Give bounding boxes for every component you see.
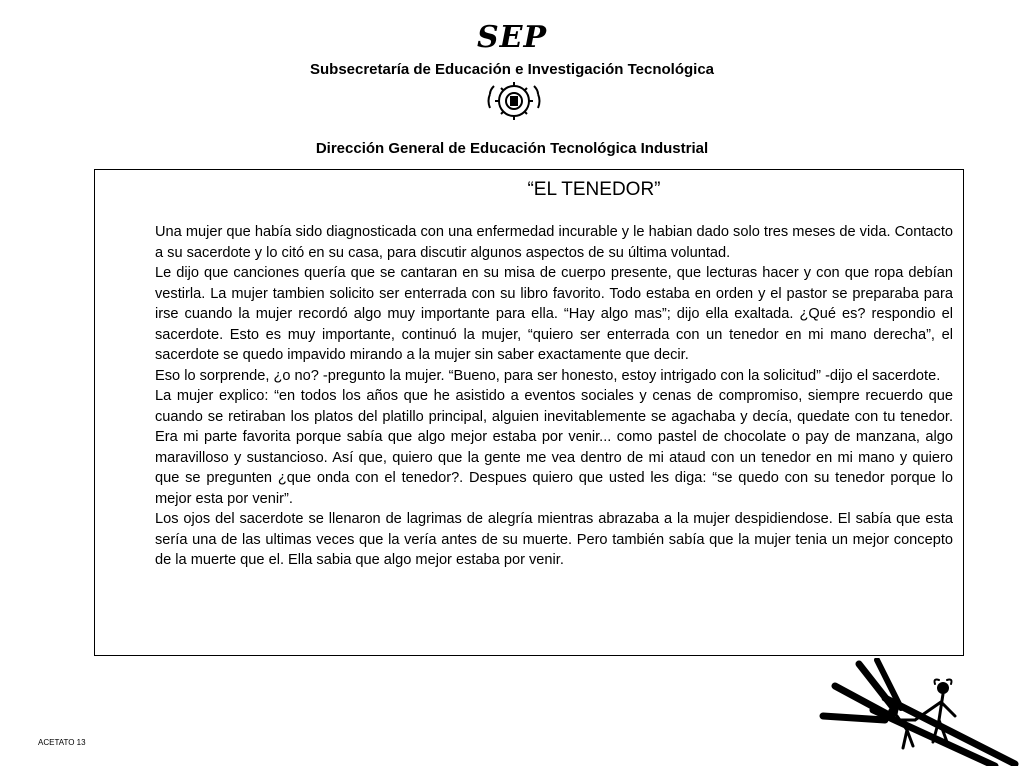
paragraph: Una mujer que había sido diagnosticada con una enfermedad incurable y le habian dado solo tres meses de vida. Contacto a su sacerdote y lo citó en su casa, para discutir algunos aspectos de su última voluntad.: [155, 224, 953, 261]
paragraph: Eso lo sorprende, ¿o no? -pregunto la mujer. “Bueno, para ser honesto, estoy intrigado con la solicitud” -dijo el sacerdote.: [155, 367, 941, 384]
paragraph: Los ojos del sacerdote se llenaron de lagrimas de alegría mientras abrazaba a la mujer despidiendose. El sabía que esta sería una de las ultimas veces que la vería antes de su muerte. Pero también sabía que la mujer tenia un mejor concepto de la muerte que el. Ella sabia que algo mejor estaba por venir.: [155, 511, 953, 568]
document-frame: [94, 169, 964, 656]
sep-logo: SEP: [476, 20, 548, 55]
children-ladder-icon: [815, 658, 1020, 766]
gear-emblem-icon: [484, 76, 544, 126]
document-body: [155, 222, 953, 571]
paragraph: Le dijo que canciones quería que se cantaran en su misa de cuerpo presente, que lecturas hacer y con que ropa debían vestirla. La mujer tambien solicito ser enterrada con su libro favorito. Todo estaba en orden y el pastor se preparaba para irse cuando la mujer recordó algo muy importante para ella. “Hay algo mas”; dijo ella exaltada. ¿Qué es? respondio el sacerdote. Esto es muy importante, continuó la mujer, “quiero ser enterrada con un tenedor en mi mano derecha”, el sacerdote se quedo impavido mirando a la mujer sin saber exactamente que decir.: [155, 265, 953, 363]
paragraph: La mujer explico: “en todos los años que he asistido a eventos sociales y cenas de compromiso, siempre recuerdo que cuando se retiraban los platos del platillo principal, alguien inevitablemente se agachaba y decía, quedate con tu tenedor. Era mi parte favorita porque sabía que algo mejor estaba por venir... como pastel de chocolate o pay de manzana, algo maravilloso y sustancioso. Así que, quiero que la gente me vea dentro de mi ataud con un tenedor en mi mano y quiero que se pregunten ¿que onda con el tenedor?. Despues quiero que usted les diga: “se quedo con su tenedor porque lo mejor esta por venir”.: [155, 388, 953, 507]
document-title: “EL TENEDOR”: [527, 179, 661, 200]
direccion-heading: Dirección General de Educación Tecnológica Industrial: [315, 140, 709, 157]
footer-label: ACETATO 13: [38, 738, 86, 747]
subsecretaria-heading: Subsecretaría de Educación e Investigación Tecnológica: [309, 61, 715, 78]
